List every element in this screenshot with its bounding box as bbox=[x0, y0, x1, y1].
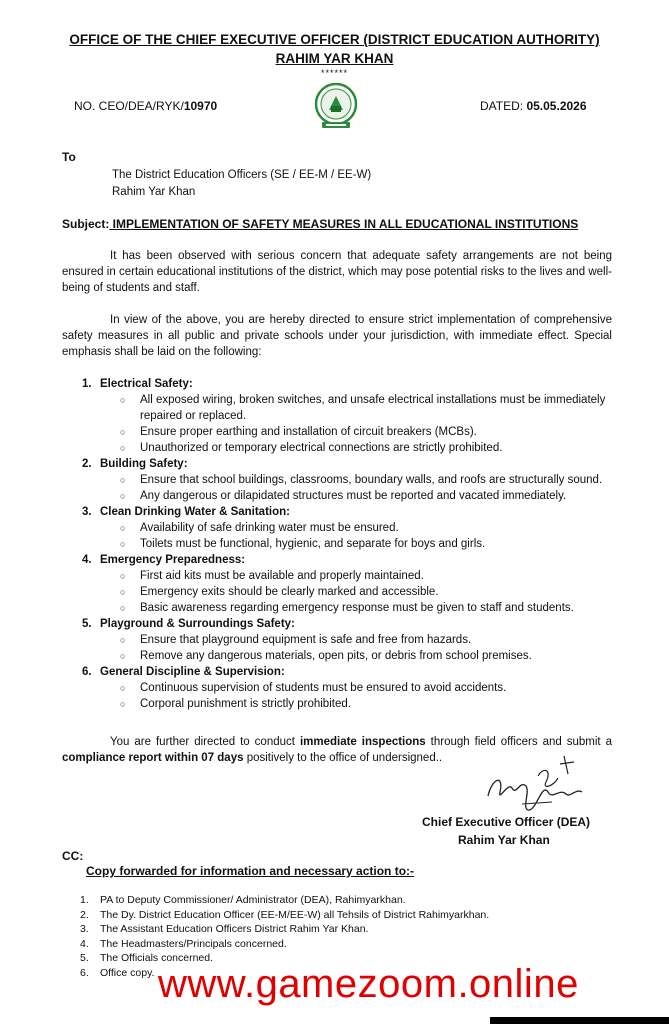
bottom-bar bbox=[490, 1017, 669, 1024]
cc-item-number: 5. bbox=[80, 952, 89, 964]
cc-item-text: Office copy. bbox=[100, 966, 155, 979]
list-item-text: Toilets must be functional, hygienic, and separate for boys and girls. bbox=[140, 538, 486, 550]
section-heading: Emergency Preparedness: bbox=[100, 554, 246, 566]
list-item bbox=[82, 520, 622, 536]
signatory-place: Rahim Yar Khan bbox=[458, 833, 550, 847]
safety-section bbox=[82, 616, 622, 664]
cc-item-text: The Officials concerned. bbox=[100, 952, 214, 964]
list-item-text: All exposed wiring, broken switches, and unsafe electrical installations must be immediately repaired or replaced. bbox=[140, 394, 606, 422]
reference-number: NO. CEO/DEA/RYK/10970 bbox=[74, 99, 218, 113]
list-item bbox=[82, 424, 622, 440]
section-title bbox=[82, 664, 622, 680]
list-item bbox=[82, 680, 622, 696]
list-item bbox=[82, 568, 622, 584]
signature bbox=[482, 752, 592, 822]
cc-label: CC: bbox=[62, 849, 84, 863]
section-title bbox=[82, 616, 622, 632]
section-number: 6. bbox=[82, 666, 92, 678]
cc-item-text: PA to Deputy Commissioner/ Administrator (DEA), Rahimyarkhan. bbox=[100, 894, 406, 906]
cc-item bbox=[80, 908, 489, 923]
bullet-icon: ○ bbox=[120, 683, 126, 693]
cc-item bbox=[80, 937, 489, 952]
bullet-icon: ○ bbox=[120, 699, 126, 709]
bullet-icon: ○ bbox=[120, 475, 126, 485]
section-heading: Clean Drinking Water & Sanitation: bbox=[100, 506, 290, 518]
list-item bbox=[82, 648, 622, 664]
safety-section bbox=[82, 504, 622, 552]
section-number: 4. bbox=[82, 554, 92, 566]
cc-item-text: The Headmasters/Principals concerned. bbox=[100, 937, 287, 950]
section-title bbox=[82, 456, 622, 472]
signatory-title: Chief Executive Officer (DEA) bbox=[422, 815, 591, 829]
list-item bbox=[82, 600, 622, 616]
list-item-text: Ensure that school buildings, classrooms, boundary walls, and roofs are structurally sound. bbox=[140, 474, 603, 486]
bullet-icon: ○ bbox=[120, 539, 126, 549]
bullet-icon: ○ bbox=[120, 651, 126, 661]
list-item-text: Emergency exits should be clearly marked and accessible. bbox=[140, 586, 439, 598]
list-item bbox=[82, 536, 622, 552]
list-item-text: First aid kits must be available and properly maintained. bbox=[140, 570, 424, 582]
office-city: RAHIM YAR KHAN bbox=[275, 51, 394, 66]
list-item bbox=[82, 392, 622, 424]
list-item bbox=[82, 632, 622, 648]
list-item bbox=[82, 488, 622, 504]
bullet-icon: ○ bbox=[120, 571, 126, 581]
bullet-icon: ○ bbox=[120, 603, 126, 613]
seal-icon bbox=[312, 82, 360, 130]
cc-item-number: 2. bbox=[80, 908, 89, 921]
list-item bbox=[82, 440, 622, 456]
cc-item-number: 4. bbox=[80, 937, 89, 950]
cc-heading: Copy forwarded for information and necessary action to:- bbox=[86, 864, 415, 878]
list-item-text: Ensure proper earthing and installation of circuit breakers (MCBs). bbox=[140, 426, 477, 438]
cc-item-number: 6. bbox=[80, 966, 89, 979]
paragraph-closing: You are further directed to conduct immediate inspections through field officers and submit a compliance report within 07 days positively to the office of undersigned.. bbox=[62, 736, 612, 764]
section-heading: Electrical Safety: bbox=[100, 378, 193, 390]
list-item-text: Continuous supervision of students must be ensured to avoid accidents. bbox=[140, 682, 507, 694]
section-number: 2. bbox=[82, 458, 92, 470]
safety-section bbox=[82, 376, 622, 456]
list-item-text: Availability of safe drinking water must be ensured. bbox=[140, 522, 399, 534]
bullet-icon: ○ bbox=[120, 523, 126, 533]
section-number: 5. bbox=[82, 618, 92, 630]
cc-item-number: 3. bbox=[80, 923, 89, 935]
section-title bbox=[82, 504, 622, 520]
bullet-icon: ○ bbox=[120, 587, 126, 597]
list-item-text: Any dangerous or dilapidated structures must be reported and vacated immediately. bbox=[140, 490, 567, 502]
section-heading: Playground & Surroundings Safety: bbox=[100, 618, 295, 630]
watermark: www.gamezoom.online bbox=[158, 962, 579, 1006]
section-number: 3. bbox=[82, 506, 92, 518]
addressee-line-1: The District Education Officers (SE / EE-M / EE-W) bbox=[112, 169, 372, 181]
list-item-text: Remove any dangerous materials, open pits, or debris from school premises. bbox=[140, 650, 532, 662]
list-item-text: Corporal punishment is strictly prohibited. bbox=[140, 698, 351, 710]
cc-item bbox=[80, 893, 489, 908]
subject-line: Subject: IMPLEMENTATION OF SAFETY MEASURES IN ALL EDUCATIONAL INSTITUTIONS bbox=[62, 217, 579, 231]
list-item bbox=[82, 472, 622, 488]
section-heading: Building Safety: bbox=[100, 458, 188, 470]
safety-measures-list bbox=[82, 376, 622, 712]
bullet-icon: ○ bbox=[120, 427, 126, 437]
to-label: To bbox=[62, 150, 76, 164]
paragraph-observation: It has been observed with serious concern that adequate safety arrangements are not being ensured in certain educational institutions of the district, which may pose potential risks to the lives and well-being of students and staff. bbox=[62, 250, 612, 294]
cc-item-text: The Dy. District Education Officer (EE-M/EE-W) all Tehsils of District Rahimyarkhan. bbox=[100, 908, 490, 921]
section-title bbox=[82, 552, 622, 568]
bullet-icon: ○ bbox=[120, 395, 126, 405]
cc-item bbox=[80, 922, 489, 937]
addressee-line-2: Rahim Yar Khan bbox=[112, 186, 196, 198]
section-number: 1. bbox=[82, 378, 92, 390]
list-item bbox=[82, 584, 622, 600]
letter-date: DATED: 05.05.2026 bbox=[480, 99, 587, 113]
safety-section bbox=[82, 552, 622, 616]
header-stars: ****** bbox=[320, 68, 348, 78]
list-item-text: Unauthorized or temporary electrical connections are strictly prohibited. bbox=[140, 442, 503, 454]
section-heading: General Discipline & Supervision: bbox=[100, 666, 285, 678]
bullet-icon: ○ bbox=[120, 443, 126, 453]
list-item-text: Ensure that playground equipment is safe and free from hazards. bbox=[140, 634, 472, 646]
safety-section bbox=[82, 664, 622, 712]
list-item-text: Basic awareness regarding emergency response must be given to staff and students. bbox=[140, 602, 574, 614]
section-title bbox=[82, 376, 622, 392]
bullet-icon: ○ bbox=[120, 635, 126, 645]
list-item bbox=[82, 696, 622, 712]
paragraph-directive: In view of the above, you are hereby directed to ensure strict implementation of comprehensive safety measures in all public and private schools under your jurisdiction, with immediate effect. Special emphasis shall be laid on the following: bbox=[62, 314, 612, 358]
safety-section bbox=[82, 456, 622, 504]
cc-item-text: The Assistant Education Officers District Rahim Yar Khan. bbox=[100, 923, 369, 935]
cc-item-number: 1. bbox=[80, 894, 89, 906]
bullet-icon: ○ bbox=[120, 491, 126, 501]
office-title: OFFICE OF THE CHIEF EXECUTIVE OFFICER (DISTRICT EDUCATION AUTHORITY) bbox=[69, 32, 600, 47]
